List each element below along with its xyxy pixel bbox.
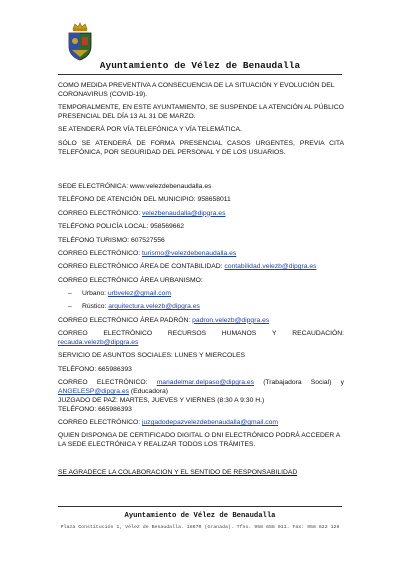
urbano-link[interactable]: urbvelez@gmail.com [107, 290, 172, 298]
contabilidad-label: CORREO ELECTRÓNICO ÁREA DE CONTABILIDAD: [58, 263, 223, 271]
intro-paragraph-1: COMO MEDIDA PREVENTIVA A CONSECUENCIA DE LA SITUACIÓN Y EVOLUCIÓN DEL CORONAVIRUS (COVID-19). [58, 82, 335, 98]
correo-turismo-line [58, 250, 344, 259]
notice-body [58, 82, 344, 482]
social-link-2[interactable]: ANGELESP@dipgra.es [58, 388, 130, 396]
correo-contabilidad-line [58, 263, 344, 272]
coat-of-arms-icon [64, 22, 96, 62]
servicios-sociales: SERVICIO DE ASUNTOS SOCIALES: LUNES Y MIERCOLES [58, 352, 246, 360]
rrhh-word: HUMANOS [221, 330, 257, 338]
correo-label: CORREO ELECTRÓNICO: [58, 379, 148, 387]
padron-link[interactable]: padron.velezb@dipgra.es [192, 316, 270, 324]
social-role-2: (Educadora) [130, 388, 169, 396]
telefono-turismo: TELÉFONO TURISMO: 607527556 [58, 236, 165, 244]
footer-title: Ayuntamiento de Vélez de Benaudalla [124, 512, 276, 520]
header-divider [58, 74, 342, 75]
rrhh-word: ELECTRÓNICO [103, 330, 153, 338]
rrhh-word: CORREO [58, 330, 88, 338]
rrhh-word: RECURSOS [167, 330, 207, 338]
juzgado-link[interactable]: juzgadodepazvelezdebenaudalla@gmail.com [142, 419, 278, 426]
correo-padron-line [58, 317, 344, 326]
padron-label: CORREO ELECTRÓNICO ÁREA PADRÓN: [58, 316, 191, 324]
rustico-label: Rústico: [82, 303, 107, 311]
telefono-policia: TELÉFONO POLICÍA LOCAL: 958569662 [58, 223, 185, 231]
urbanismo-label: CORREO ELECTRÓNICO ÁREA URBANISMO: [58, 276, 203, 284]
correo-juzgado-line [58, 419, 344, 428]
telefono-juzgado: TELÉFONO: 665986393 [58, 405, 132, 413]
correo-label: CORREO ELECTRÓNICO: [58, 419, 141, 426]
dash-bullet: – [68, 303, 72, 311]
correo-social-line [58, 379, 344, 397]
thanks-line: SE AGRADECE LA COLABORACION Y EL SENTIDO DE RESPONSABILIDAD [58, 468, 298, 476]
telefono-servicios: TELÉFONO: 665986393 [58, 365, 132, 373]
footer-divider [58, 506, 342, 507]
rrhh-link[interactable]: recauda.velezb@dipgra.es [58, 339, 139, 347]
intro-paragraph-2: TEMPORALMENTE, EN ESTE AYUNTAMIENTO, SE SUSPENDE LA ATENCIÓN AL PÚBLICO PRESENCIAL DEL DÍA 13 AL 31 DE MARZO. [58, 104, 344, 120]
footer-address: Plaza Constitución 1, Vélez de Benaudalla. 18670 (Granada). Tfno. 958 658 011. Fax: 958 622 126 [60, 525, 340, 530]
urbano-label: Urbano: [82, 290, 107, 298]
intro-paragraph-3: SE ATENDERÁ POR VÍA TELEFÓNICA Y VÍA TELEMÁTICA. [58, 126, 242, 134]
social-link-1[interactable]: mariadelmar.delpaso@dipgra.es [156, 379, 254, 387]
social-role-1: (Trabajadora Social) y [263, 379, 344, 387]
dash-bullet: – [68, 290, 72, 298]
rrhh-label-line [58, 330, 344, 339]
rrhh-word: RECAUDACIÓN: [292, 330, 344, 338]
header-title: Ayuntamiento de Vélez de Benaudalla [99, 60, 301, 71]
sede-electronica: SEDE ELECTRÓNICA: www.velezdebenaudalla.es [58, 182, 212, 190]
list-item-urbano [58, 290, 344, 299]
correo-general-line [58, 210, 344, 219]
correo-general-link[interactable]: velezbenaudalla@dipgra.es [142, 209, 226, 217]
rrhh-word: Y [272, 330, 277, 338]
rustico-link[interactable]: arquitectura.velezb@dipgra.es [108, 303, 200, 311]
correo-turismo-link[interactable]: turismo@velezdebenaudalla.es [142, 249, 237, 257]
closing-paragraph: QUIEN DISPONGA DE CERTIFICADO DIGITAL O DNI ELECTRÓNICO PODRÁ ACCEDER A LA SEDE ELECTRÓNICA Y REALIZAR TODOS LOS TRÁMITES. [58, 432, 340, 449]
correo-label: CORREO ELECTRÓNICO: [58, 249, 141, 257]
correo-label: CORREO ELECTRÓNICO: [58, 209, 141, 217]
list-item-rustico [58, 303, 344, 312]
contabilidad-link[interactable]: contabilidad.velezb@dipgra.es [224, 263, 317, 271]
telefono-municipio: TELÉFONO DE ATENCIÓN DEL MUNICIPIO: 958658011 [58, 196, 231, 204]
juzgado-paz: JUZGADO DE PAZ: MARTES, JUEVES Y VIERNES (8:30 A 9:30 H.) [58, 396, 265, 404]
intro-paragraph-4: SÓLO SE ATENDERÁ DE FORMA PRESENCIAL CASOS URGENTES, PREVIA CITA TELEFÓNICA, POR SEGURIDAD DEL PERSONAL Y DE LOS USUARIOS. [58, 139, 344, 156]
